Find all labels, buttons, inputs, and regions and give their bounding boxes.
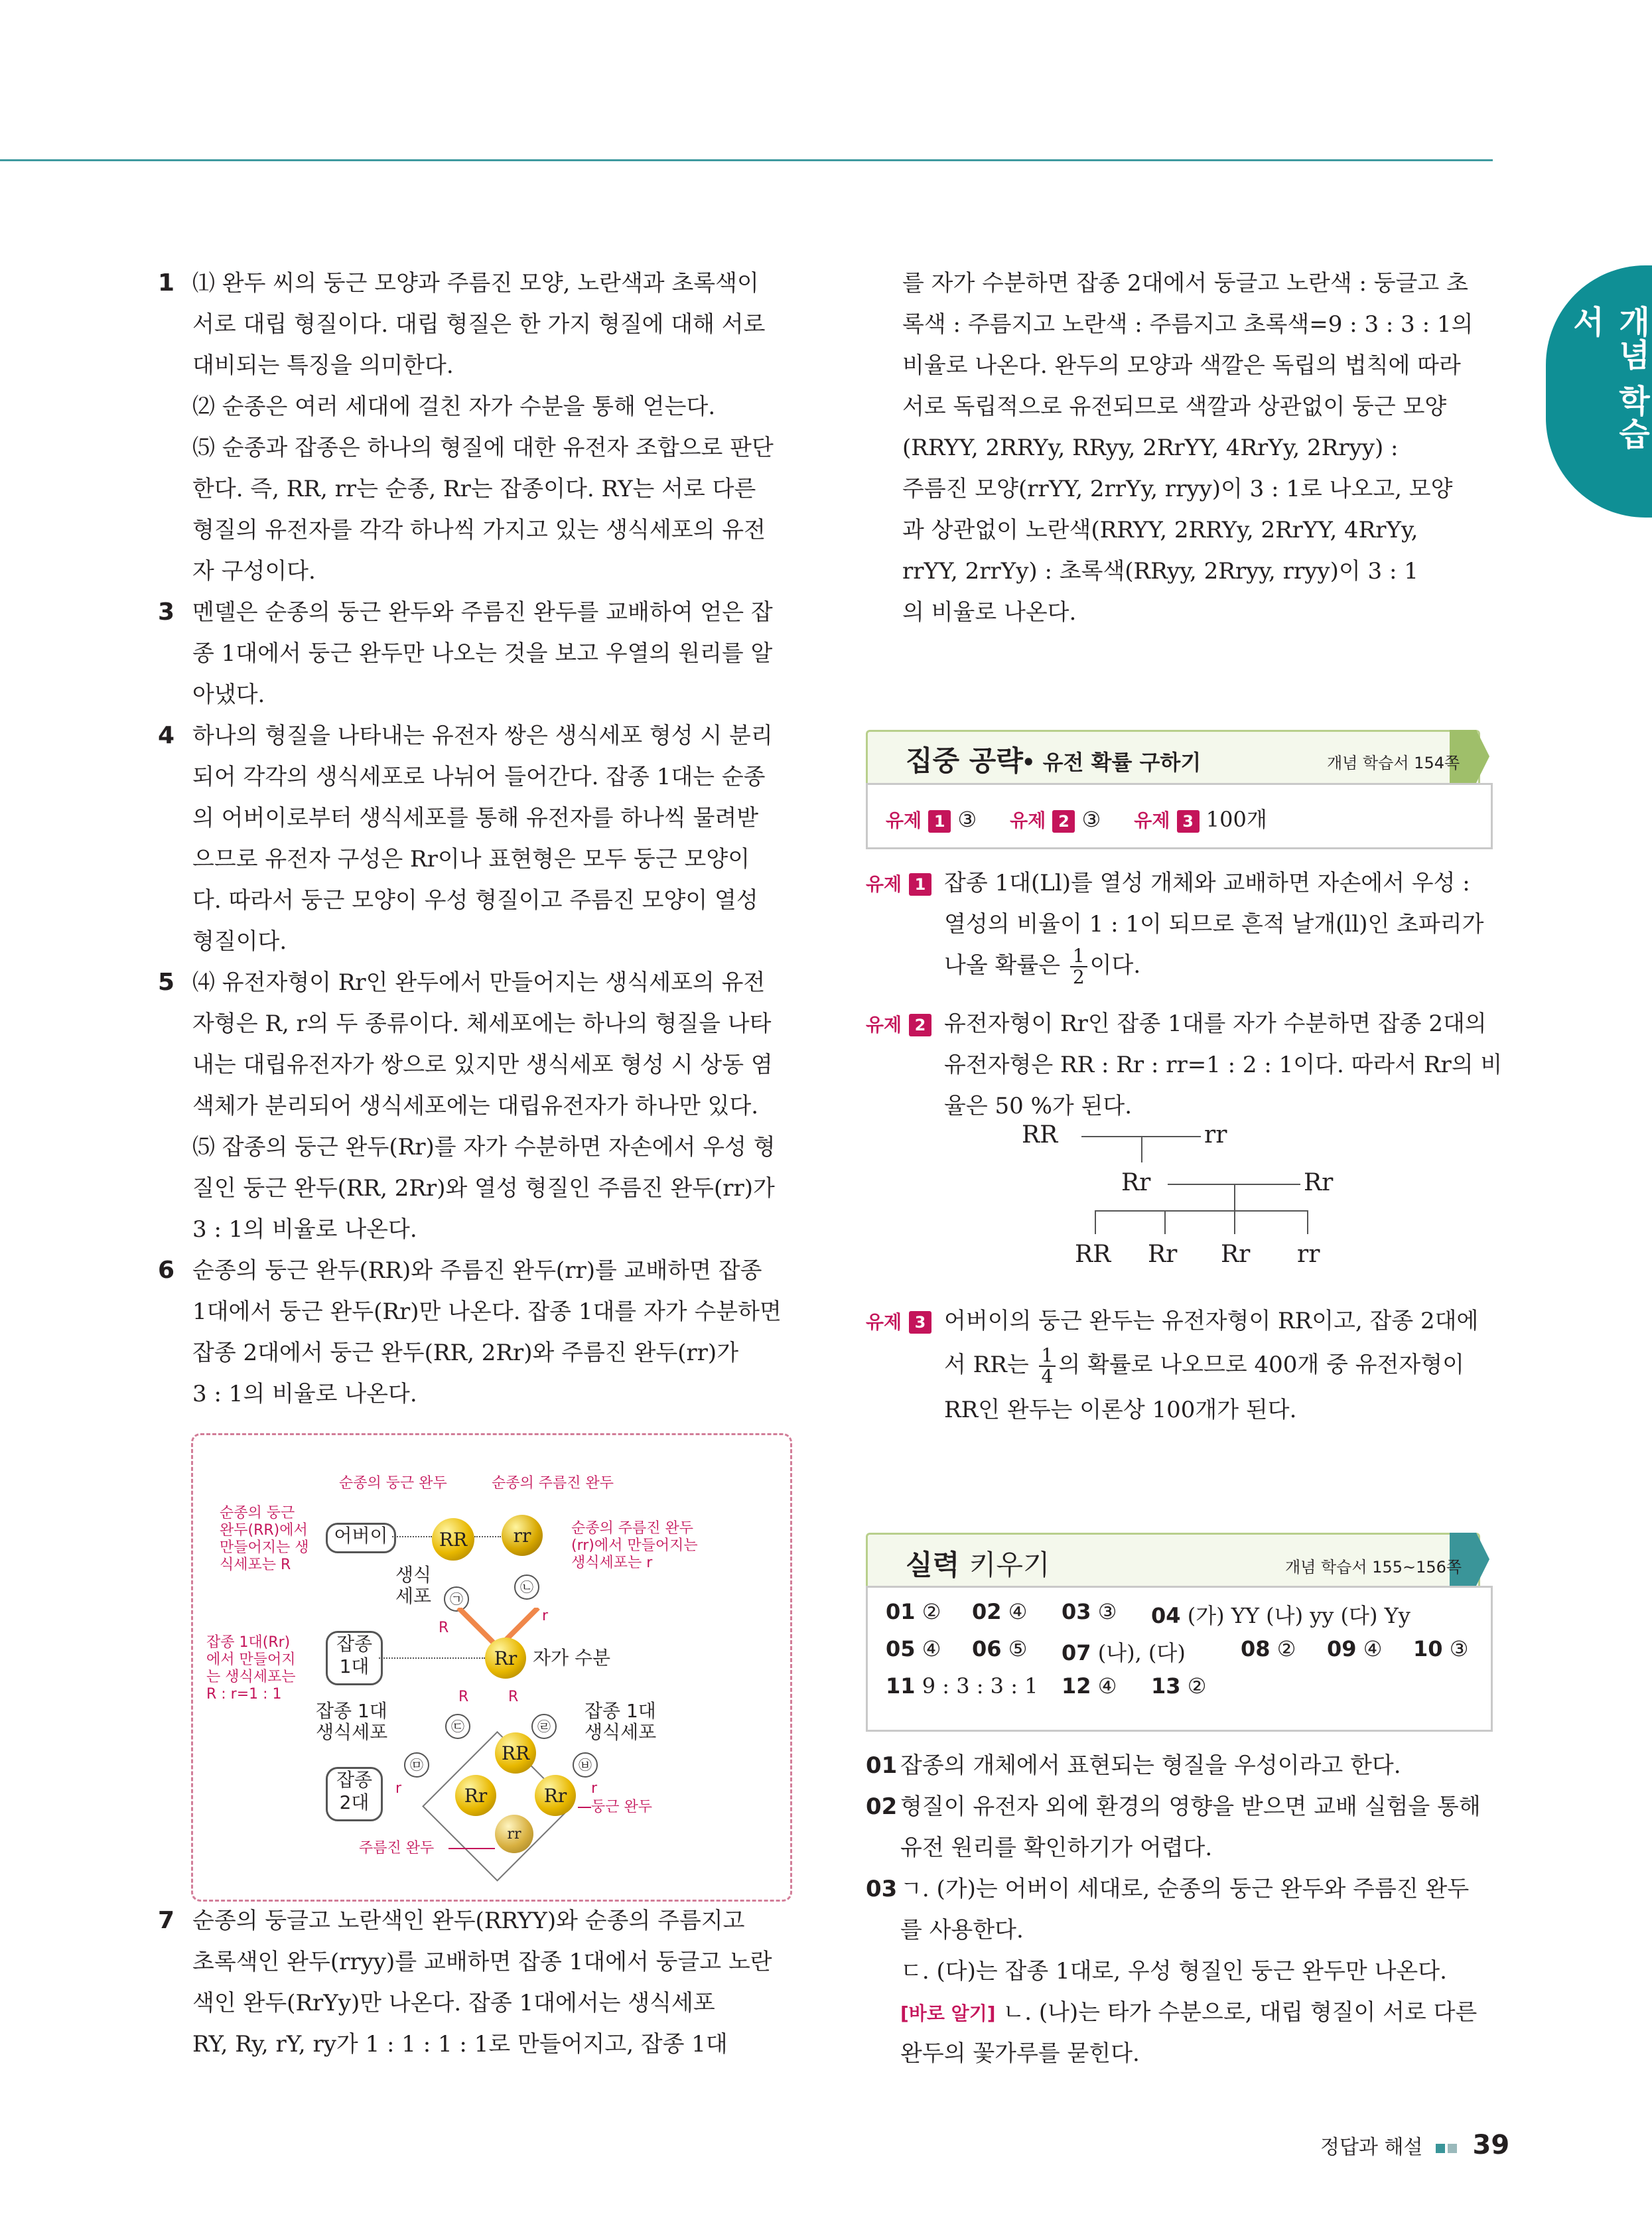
tree-f2-2: Rr (1148, 1241, 1178, 1268)
pea-rr: rr (502, 1515, 543, 1556)
item-line: ⑸ 순종과 잡종은 하나의 형질에 대한 유전자 조합으로 판단 (192, 435, 774, 461)
skill-answer-value: ④ (922, 1636, 941, 1661)
skill-answer-value: 9 : 3 : 3 : 1 (922, 1673, 1038, 1699)
diagram-line: 잡종 1대 (316, 1700, 387, 1722)
diagram-note-right (571, 1520, 730, 1572)
right-line: 서로 독립적으로 유전되므로 색깔과 상관없이 둥근 모양 (902, 393, 1447, 420)
f2-rr: rr (495, 1815, 533, 1853)
fraction-denominator: 2 (1072, 966, 1085, 988)
gamete-label (395, 1565, 442, 1607)
item-number: 4 (158, 722, 175, 749)
yuje-label: 유제 (866, 1014, 902, 1036)
item-line: 자 구성이다. (192, 558, 316, 585)
pea-f1-Rr: Rr (485, 1638, 526, 1679)
item-line: RY, Ry, rY, ry가 1 : 1 : 1 : 1로 만들어지고, 잡종 1대 (192, 2031, 728, 2058)
skill-answer (886, 1599, 941, 1624)
skill-answer-number: 02 (972, 1599, 1002, 1624)
item-line: ⑴ 완두 씨의 둥근 모양과 주름진 모양, 노란색과 초록색이 (192, 270, 759, 297)
page-number: 39 (1472, 2130, 1510, 2160)
skill-answer-number: 01 (886, 1599, 916, 1624)
skill-answer (1327, 1636, 1382, 1661)
item-line: 의 어버이로부터 생식세포를 통해 유전자를 하나씩 물려받 (192, 805, 759, 831)
gamete-6: ㉥ (573, 1752, 598, 1778)
yuje-line (944, 945, 1140, 987)
f1-R-left: R (458, 1689, 469, 1705)
gamete-5: ㉤ (404, 1752, 429, 1778)
footer-label: 정답과 해설 (1320, 2136, 1423, 2159)
tree-p1: RR (1022, 1121, 1058, 1149)
item-line: 순종의 둥글고 노란색인 완두(RRYY)와 순종의 주름지고 (192, 1908, 745, 1934)
skill-answer-number: 05 (886, 1636, 916, 1661)
box-focus-title: 집중 공략 (906, 744, 1023, 777)
item-line: 서로 대립 형질이다. 대립 형질은 한 가지 형질에 대해 서로 (192, 311, 766, 338)
label-round: 둥근 완두 (591, 1799, 653, 1815)
item-line: 되어 각각의 생식세포로 나뉘어 들어간다. 잡종 1대는 순종 (192, 764, 766, 790)
explain-number: 03 (866, 1876, 898, 1902)
item-number: 1 (158, 269, 175, 297)
side-tab-label: 개념 학습서 (1567, 305, 1650, 451)
diagram-line: R : r=1 : 1 (206, 1686, 282, 1703)
item-number: 3 (158, 598, 175, 626)
item-line: 아냈다. (192, 681, 265, 708)
gamete-R: R (439, 1620, 449, 1636)
diagram-line: 만들어지는 생 (220, 1539, 309, 1556)
skill-answer-value: ④ (1097, 1673, 1117, 1699)
item-line: 자형은 R, r의 두 종류이다. 체세포에는 하나의 형질을 나타 (192, 1011, 772, 1037)
skill-answer (972, 1599, 1027, 1624)
diagram-line: 생식세포 (316, 1721, 388, 1743)
item-line: 색인 완두(RrYy)만 나온다. 잡종 1대에서는 생식세포 (192, 1990, 715, 2016)
yuje-line: 열성의 비율이 1 : 1이 되므로 흔적 날개(ll)인 초파리가 (944, 911, 1484, 938)
box-focus-ref: 개념 학습서 154쪽 (1327, 754, 1460, 772)
skill-answer-value: ③ (1449, 1636, 1469, 1661)
yuje-3-post: 의 확률로 나오므로 400개 중 유전자형이 (1058, 1352, 1464, 1378)
yuje-head (866, 1300, 931, 1343)
gamete-3: ㉢ (445, 1714, 470, 1739)
yuje-label: 유제 (1134, 809, 1170, 831)
gamete-4: ㉣ (531, 1714, 557, 1739)
yuje-badge: 3 (1177, 810, 1200, 833)
explain-line: 잡종의 개체에서 표현되는 형질을 우성이라고 한다. (900, 1752, 1401, 1779)
diagram-line: 세포 (395, 1585, 432, 1607)
item-line: 형질이다. (192, 928, 287, 955)
item-line: 색체가 분리되어 생식세포에는 대립유전자가 하나만 있다. (192, 1093, 759, 1119)
item-line: 3 : 1의 비율로 나온다. (192, 1216, 417, 1243)
box-skill-title (906, 1543, 1050, 1583)
yuje-1-pre: 나올 확률은 (944, 952, 1067, 979)
diagram-line: 1대 (339, 1655, 370, 1677)
diagram-top-right: 순종의 주름진 완두 (492, 1475, 614, 1492)
fix-text: ㄴ. (나)는 타가 수분으로, 대립 형질이 서로 다른 (1002, 1999, 1478, 2026)
gamete-r: r (542, 1608, 549, 1624)
diagram-top-left: 순종의 둥근 완두 (339, 1475, 447, 1492)
skill-answer-number: 11 (886, 1673, 916, 1699)
yuje-badge: 2 (909, 1014, 931, 1036)
parent-box: 어버이 (326, 1523, 396, 1553)
f1-box (326, 1631, 383, 1685)
skill-answer-value: ② (1276, 1636, 1296, 1661)
f2-Rr-1: Rr (455, 1775, 496, 1816)
skill-answer (1151, 1673, 1206, 1699)
skill-answer (1413, 1636, 1468, 1661)
item-line: 질인 둥근 완두(RR, 2Rr)와 열성 형질인 주름진 완두(rr)가 (192, 1175, 775, 1202)
diagram-line: 생식세포 (585, 1721, 657, 1743)
yuje-line: 율은 50 %가 된다. (944, 1093, 1133, 1119)
skill-answer-number: 09 (1327, 1636, 1357, 1661)
tree-p2: rr (1204, 1121, 1227, 1149)
skill-answer (972, 1636, 1027, 1661)
skill-answer-value: ② (922, 1599, 941, 1624)
diagram-line: 생식세포는 r (571, 1555, 653, 1571)
box-skill-title-2: 키우기 (969, 1549, 1050, 1581)
skill-answer (1062, 1673, 1117, 1699)
focus-answer-value: 100개 (1205, 807, 1267, 832)
skill-answer (886, 1636, 941, 1661)
yuje-line: RR인 완두는 이론상 100개가 된다. (944, 1397, 1297, 1423)
yuje-badge: 3 (909, 1311, 931, 1334)
diagram-line: 2대 (339, 1791, 370, 1813)
item-line: 형질의 유전자를 각각 하나씩 가지고 있는 생식세포의 유전 (192, 517, 766, 543)
cross-tree (1015, 1121, 1480, 1294)
item-line: 내는 대립유전자가 쌍으로 있지만 생식세포 형성 시 상동 염 (192, 1052, 773, 1078)
box-skill-ref: 개념 학습서 155~156쪽 (1285, 1558, 1462, 1576)
explain-line: ㄱ. (가)는 어버이 세대로, 순종의 둥근 완두와 주름진 완두 (900, 1876, 1470, 1902)
skill-answer-value: (가) YY (나) yy (다) Yy (1187, 1603, 1411, 1628)
skill-answer-value: (나), (다) (1097, 1640, 1186, 1665)
item-line: ⑷ 유전자형이 Rr인 완두에서 만들어지는 생식세포의 유전 (192, 969, 766, 996)
diagram-line: 순종의 주름진 완두 (571, 1520, 694, 1537)
label-wrinkled: 주름진 완두 (359, 1840, 435, 1856)
heredity-diagram (191, 1433, 792, 1902)
explain-line: 를 사용한다. (900, 1917, 1024, 1943)
item-number: 6 (158, 1257, 175, 1284)
yuje-head (866, 863, 931, 905)
skill-answer-value: ② (1187, 1673, 1207, 1699)
f1-r-left: r (395, 1780, 402, 1797)
skill-answer-value: ④ (1008, 1599, 1028, 1624)
right-line: 비율로 나온다. 완두의 모양과 색깔은 독립의 법칙에 따라 (902, 352, 1461, 379)
diagram-note-f1 (206, 1634, 312, 1703)
footer-mark (1436, 2144, 1445, 2153)
skill-answer-number: 08 (1241, 1636, 1271, 1661)
yuje-head (866, 1003, 931, 1046)
top-rule (0, 159, 1493, 161)
yuje-3-pre: 서 RR는 (944, 1352, 1036, 1378)
right-line: 과 상관없이 노란색(RRYY, 2RRYy, 2RrYY, 4RrYy, (902, 517, 1418, 543)
explain-number: 02 (866, 1793, 898, 1820)
skill-answer-number: 03 (1062, 1599, 1091, 1624)
f1-gamete-right (585, 1701, 677, 1743)
skill-answer-number: 10 (1413, 1636, 1443, 1661)
yuje-line: 유전자형은 RR : Rr : rr=1 : 2 : 1이다. 따라서 Rr의 비 (944, 1052, 1503, 1078)
item-line: 잡종 2대에서 둥근 완두(RR, 2Rr)와 주름진 완두(rr)가 (192, 1340, 739, 1366)
box-focus (866, 730, 1493, 849)
f2-RR: RR (495, 1732, 536, 1774)
explain-line: 완두의 꽃가루를 묻힌다. (900, 2040, 1140, 2067)
item-line: 초록색인 완두(rryy)를 교배하면 잡종 1대에서 둥글고 노란 (192, 1949, 772, 1975)
fraction (1070, 946, 1087, 987)
focus-answer (886, 807, 977, 832)
yuje-line: 어버이의 둥근 완두는 유전자형이 RR이고, 잡종 2대에 (944, 1308, 1479, 1334)
diagram-line: 잡종 1대 (585, 1700, 656, 1722)
diagram-line: 잡종 1대(Rr) (206, 1634, 291, 1651)
skill-answer-number: 06 (972, 1636, 1002, 1661)
skill-answer-number: 12 (1062, 1673, 1091, 1699)
gamete-2: ㉡ (514, 1575, 539, 1600)
diagram-line: 식세포는 R (220, 1557, 291, 1573)
box-skill (866, 1533, 1493, 1732)
yuje-label: 유제 (866, 1311, 902, 1333)
item-line: 으므로 유전자 구성은 Rr이나 표현형은 모두 둥근 모양이 (192, 846, 750, 873)
yuje-1-post: 이다. (1089, 952, 1141, 979)
item-line: 한다. 즉, RR, rr는 순종, Rr는 잡종이다. RY는 서로 다른 (192, 476, 756, 502)
focus-answer (1010, 807, 1101, 832)
skill-answer-value: ⑤ (1008, 1636, 1028, 1661)
right-line: 를 자가 수분하면 잡종 2대에서 둥글고 노란색 : 둥글고 초 (902, 270, 1468, 297)
box-skill-title-1: 실력 (906, 1549, 960, 1581)
item-line: ⑵ 순종은 여러 세대에 걸친 자가 수분을 통해 얻는다. (192, 393, 716, 420)
tree-f1b: Rr (1304, 1169, 1334, 1196)
tree-f2-3: Rr (1221, 1241, 1251, 1268)
diagram-line: 잡종 (336, 1769, 373, 1791)
f1-r-right: r (591, 1780, 598, 1797)
explain-line: 형질이 유전자 외에 환경의 영향을 받으면 교배 실험을 통해 (900, 1793, 1481, 1820)
diagram-line: 완두(RR)에서 (220, 1522, 308, 1539)
skill-answer (886, 1673, 1038, 1699)
item-line: 3 : 1의 비율로 나온다. (192, 1381, 417, 1407)
explain-number: 01 (866, 1752, 898, 1779)
yuje-line (944, 1344, 1464, 1387)
item-number: 7 (158, 1907, 175, 1934)
diagram-line: 잡종 (336, 1633, 373, 1655)
footer (1320, 2130, 1509, 2160)
tree-f2-4: rr (1297, 1241, 1320, 1268)
box-focus-subtitle: • 유전 확률 구하기 (1022, 750, 1202, 775)
explain-line: 유전 원리를 확인하기가 어렵다. (900, 1835, 1213, 1861)
yuje-badge: 1 (909, 873, 931, 896)
item-line: 멘델은 순종의 둥근 완두와 주름진 완두를 교배하여 얻은 잡 (192, 599, 773, 626)
fraction-numerator: 1 (1070, 946, 1087, 967)
diagram-line: (rr)에서 만들어지는 (571, 1537, 698, 1554)
tree-f1a: Rr (1121, 1169, 1151, 1196)
tree-f2-1: RR (1075, 1241, 1111, 1268)
explain-fix-line (900, 1992, 1477, 2034)
side-tab (1546, 265, 1652, 518)
right-line: 록색 : 주름지고 노란색 : 주름지고 초록색=9 : 3 : 3 : 1의 (902, 311, 1474, 338)
right-line: 의 비율로 나온다. (902, 599, 1077, 626)
pea-RR: RR (432, 1518, 474, 1561)
skill-answer (1062, 1599, 1117, 1624)
skill-answer-value: ④ (1363, 1636, 1383, 1661)
yuje-badge: 1 (928, 810, 951, 833)
explain-line: ㄷ. (다)는 잡종 1대로, 우성 형질인 둥근 완두만 나온다. (900, 1958, 1447, 1985)
yuje-label: 유제 (886, 809, 922, 831)
item-line: 순종의 둥근 완두(RR)와 주름진 완두(rr)를 교배하면 잡종 (192, 1257, 762, 1284)
fraction-numerator: 1 (1039, 1346, 1056, 1367)
item-line: 1대에서 둥근 완두(Rr)만 나온다. 잡종 1대를 자가 수분하면 (192, 1298, 782, 1325)
skill-answer (1151, 1599, 1411, 1630)
right-line: (RRYY, 2RRYy, RRyy, 2RrYY, 4RrYy, 2Rryy) : (902, 435, 1399, 461)
diagram-line: 생식 (395, 1564, 432, 1586)
focus-answer-value: ③ (957, 807, 977, 832)
yuje-line: 유전자형이 Rr인 잡종 1대를 자가 수분하면 잡종 2대의 (944, 1011, 1487, 1037)
yuje-line: 잡종 1대(Ll)를 열성 개체와 교배하면 자손에서 우성 : (944, 870, 1470, 896)
right-line: rrYY, 2rrYy) : 초록색(RRyy, 2Rryy, rryy)이 3 : 1 (902, 558, 1418, 585)
skill-answer (1241, 1636, 1296, 1661)
item-line: 대비되는 특징을 의미한다. (192, 352, 454, 379)
focus-answer (1134, 807, 1267, 832)
skill-answer-number: 07 (1062, 1640, 1091, 1665)
diagram-note-left (220, 1505, 319, 1574)
item-line: 다. 따라서 둥근 모양이 우성 형질이고 주름진 모양이 열성 (192, 887, 758, 914)
diagram-line: 순종의 둥근 (220, 1505, 295, 1521)
f1-R-right: R (508, 1689, 519, 1705)
f2-Rr-2: Rr (535, 1775, 576, 1816)
fraction (1039, 1346, 1056, 1387)
f2-box (326, 1767, 383, 1821)
fraction-denominator: 4 (1041, 1365, 1054, 1387)
item-line: 종 1대에서 둥근 완두만 나오는 것을 보고 우열의 원리를 알 (192, 640, 773, 667)
diagram-line: 는 생식세포는 (206, 1669, 296, 1685)
yuje-badge: 2 (1052, 810, 1075, 833)
right-line: 주름진 모양(rrYY, 2rrYy, rryy)이 3 : 1로 나오고, 모양 (902, 476, 1453, 502)
skill-answer-number: 13 (1151, 1673, 1181, 1699)
gamete-1: ㉠ (444, 1586, 469, 1612)
box-focus-answers (886, 803, 1300, 833)
skill-answer-number: 04 (1151, 1603, 1181, 1628)
focus-answer-value: ③ (1081, 807, 1101, 832)
skill-answer-value: ③ (1097, 1599, 1117, 1624)
yuje-label: 유제 (866, 873, 902, 895)
yuje-label: 유제 (1010, 809, 1046, 831)
self-pollination: 자가 수분 (533, 1647, 611, 1669)
item-line: ⑸ 잡종의 둥근 완두(Rr)를 자가 수분하면 자손에서 우성 형 (192, 1134, 776, 1160)
item-number: 5 (158, 969, 175, 996)
f1-gamete-left (316, 1701, 409, 1743)
diagram-line: 에서 만들어지 (206, 1651, 296, 1668)
fix-label: [바로 알기] (900, 2002, 996, 2024)
item-line: 하나의 형질을 나타내는 유전자 쌍은 생식세포 형성 시 분리 (192, 723, 773, 749)
skill-answer (1062, 1636, 1186, 1667)
